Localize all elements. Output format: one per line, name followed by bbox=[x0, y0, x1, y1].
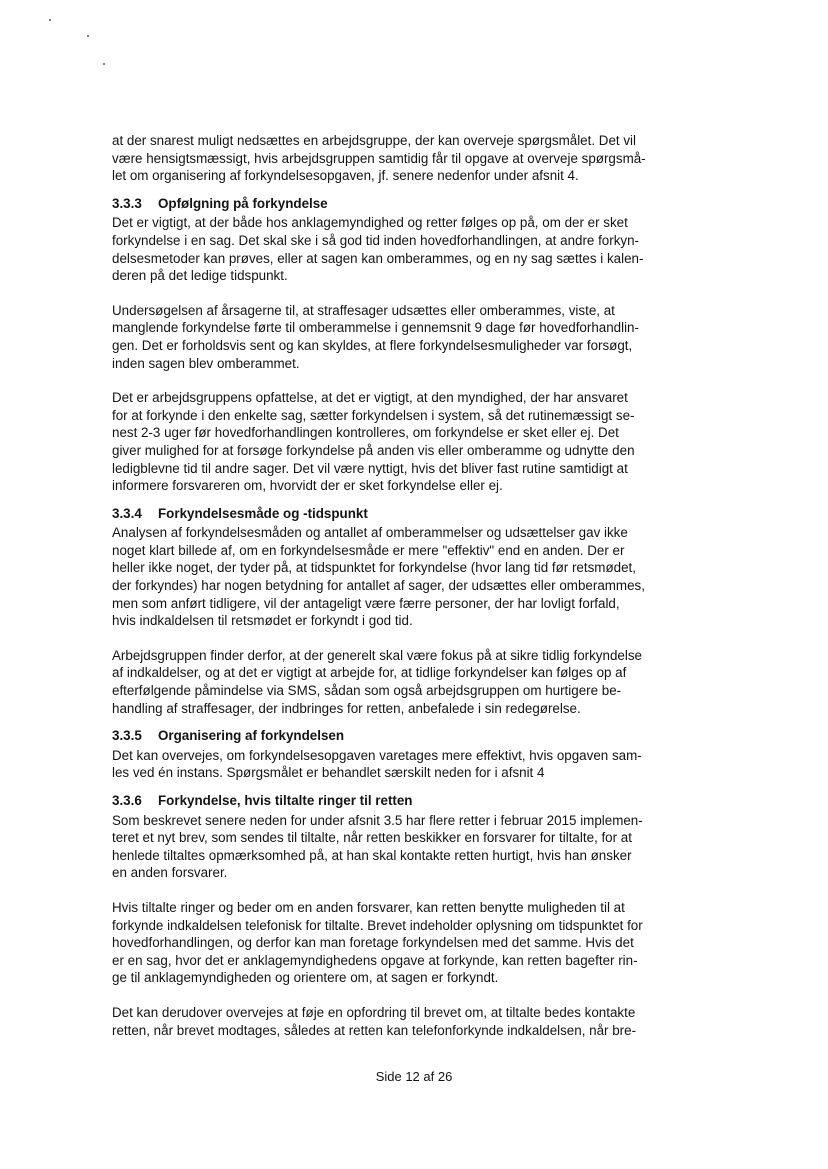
text-line: nest 2-3 uger før hovedforhandlingen kontrolleres, om forkyndelse er sket eller ej. Det bbox=[112, 425, 619, 441]
section-title: Organisering af forkyndelsen bbox=[158, 728, 345, 744]
text-line: Det er arbejdsgruppens opfattelse, at det er vigtigt, at den myndighed, der har ansvaret bbox=[112, 390, 628, 406]
document-body bbox=[112, 132, 687, 1056]
paragraph bbox=[112, 899, 687, 987]
paragraph bbox=[112, 1004, 687, 1039]
text-line: forkyndelse i en sag. Det skal ske i så god tid inden hovedforhandlingen, at andre forkyn- bbox=[112, 232, 640, 248]
text-line: Som beskrevet senere neden for under afsnit 3.5 har flere retter i februar 2015 implemen- bbox=[112, 812, 643, 828]
text-line: men som anført tidligere, vil der antageligt være færre personer, der har lovligt forfald, bbox=[112, 595, 620, 611]
scan-speck bbox=[103, 63, 105, 65]
text-line: handling af straffesager, der indbringes for retten, anbefalede i sin redegørelse. bbox=[112, 700, 581, 716]
text-line: Det kan derudover overvejes at føje en opfordring til brevet om, at tiltalte bedes kontakte bbox=[112, 1004, 636, 1020]
paragraph bbox=[112, 812, 687, 882]
section-number: 3.3.6 bbox=[112, 793, 142, 808]
paragraph bbox=[112, 647, 687, 717]
text-line: være hensigtsmæssigt, hvis arbejdsgruppen samtidig får til opgave at overveje spørgsmå- bbox=[112, 150, 646, 166]
text-line: heller ikke noget, der tyder på, at tidspunktet for forkyndelse (hvor lang tid før retsmødet, bbox=[112, 560, 636, 576]
text-line: en anden forsvarer. bbox=[112, 865, 228, 881]
text-line: for at forkynde i den enkelte sag, sætter forkyndelsen i system, så det rutinemæssigt se- bbox=[112, 407, 635, 423]
text-line: ge til anklagemyndigheden og orientere om, at sagen er forkyndt. bbox=[112, 970, 499, 986]
paragraph bbox=[112, 389, 687, 495]
section-heading-3-3-6 bbox=[112, 792, 687, 810]
text-line: Hvis tiltalte ringer og beder om en anden forsvarer, kan retten benytte muligheden til at bbox=[112, 899, 625, 915]
text-line: Arbejdsgruppen finder derfor, at der generelt skal være fokus på at sikre tidlig forkyndelse bbox=[112, 647, 642, 663]
page-number-footer: Side 12 af 26 bbox=[375, 1069, 453, 1084]
scan-speck bbox=[49, 19, 51, 21]
section-number: 3.3.5 bbox=[112, 728, 142, 744]
section-number: 3.3.3 bbox=[112, 195, 142, 211]
paragraph bbox=[112, 302, 687, 372]
text-line: let om organisering af forkyndelsesopgaven, jf. senere nedenfor under afsnit 4. bbox=[112, 168, 579, 184]
text-line: henlede tiltaltes opmærksomhed på, at han skal kontakte retten hurtigt, hvis han ønsker bbox=[112, 847, 632, 863]
scan-speck bbox=[87, 35, 89, 37]
text-line: retten, når brevet modtages, således at retten kan telefonforkynde indkaldelsen, når bre- bbox=[112, 1022, 637, 1038]
text-line: delsesmetoder kan prøves, eller at sagen kan omberammes, og en ny sag sættes i kalen- bbox=[112, 250, 644, 266]
text-line: Analysen af forkyndelsesmåden og antallet af omberammelser og udsættelser gav ikke bbox=[112, 525, 628, 541]
text-line: informere forsvareren om, hvorvidt der er sket forkyndelse eller ej. bbox=[112, 478, 503, 494]
section-heading-3-3-3 bbox=[112, 195, 687, 213]
section-number: 3.3.4 bbox=[112, 505, 142, 521]
text-line: ledigblevne tid til andre sager. Det vil være nyttigt, hvis det bliver fast rutine samtidigt at bbox=[112, 460, 628, 476]
text-line: Det kan overvejes, om forkyndelsesopgaven varetages mere effektivt, hvis opgaven sam- bbox=[112, 747, 642, 763]
text-line: er en sag, hvor det er anklagemyndighedens opgave at forkynde, kan retten bagefter rin- bbox=[112, 952, 638, 968]
paragraph bbox=[112, 747, 687, 782]
text-line: hovedforhandlingen, og derfor kan man foretage forkyndelsen med det samme. Hvis det bbox=[112, 935, 634, 951]
text-line: efterfølgende påmindelse via SMS, sådan som også arbejdsgruppen om hurtigere be- bbox=[112, 683, 622, 699]
text-line: giver mulighed for at forsøge forkyndelse på anden vis eller omberamme og udnytte den bbox=[112, 442, 635, 458]
section-heading-3-3-4 bbox=[112, 505, 687, 523]
intro-paragraph bbox=[112, 132, 687, 185]
paragraph bbox=[112, 214, 687, 284]
text-line: forkynde indkaldelsen telefonisk for tiltalte. Brevet indeholder oplysning om tidspunktet for bbox=[112, 917, 643, 933]
paragraph bbox=[112, 524, 687, 630]
section-heading-3-3-5 bbox=[112, 727, 687, 745]
text-line: Undersøgelsen af årsagerne til, at straffesager udsættes eller omberammes, viste, at bbox=[112, 302, 615, 318]
text-line: deren på det ledige tidspunkt. bbox=[112, 268, 288, 284]
section-title: Opfølgning på forkyndelse bbox=[158, 195, 328, 211]
section-title: Forkyndelsesmåde og -tidspunkt bbox=[158, 505, 368, 521]
text-line: teret et nyt brev, som sendes til tiltalte, når retten beskikker en forsvarer for tiltalte, for at bbox=[112, 830, 632, 846]
text-line: hvis indkaldelsen til retsmødet er forkyndt i god tid. bbox=[112, 613, 413, 629]
text-line: manglende forkyndelse førte til omberammelse i gennemsnit 9 dage før hovedforhandlin- bbox=[112, 320, 639, 336]
text-line: at der snarest muligt nedsættes en arbejdsgruppe, der kan overveje spørgsmålet. Det vil bbox=[112, 133, 636, 148]
text-line: Det er vigtigt, at der både hos anklagemyndighed og retter følges op på, om der er sket bbox=[112, 215, 628, 231]
text-line: af indkaldelser, og at det er vigtigt at arbejde for, at tidlige forkyndelser kan følges op af bbox=[112, 665, 627, 681]
text-line: les ved én instans. Spørgsmålet er behandlet særskilt neden for i afsnit 4 bbox=[112, 765, 545, 781]
text-line: inden sagen blev omberammet. bbox=[112, 355, 300, 371]
text-line: gen. Det er forholdsvis sent og kan skyldes, at flere forkyndelsesmuligheder var forsøgt, bbox=[112, 337, 633, 353]
text-line: noget klart billede af, om en forkyndelsesmåde er mere "effektiv" end en anden. Der er bbox=[112, 542, 625, 558]
section-title: Forkyndelse, hvis tiltalte ringer til retten bbox=[158, 793, 413, 808]
text-line: der forkyndes) har nogen betydning for antallet af sager, der udsættes eller omberammes, bbox=[112, 578, 645, 594]
